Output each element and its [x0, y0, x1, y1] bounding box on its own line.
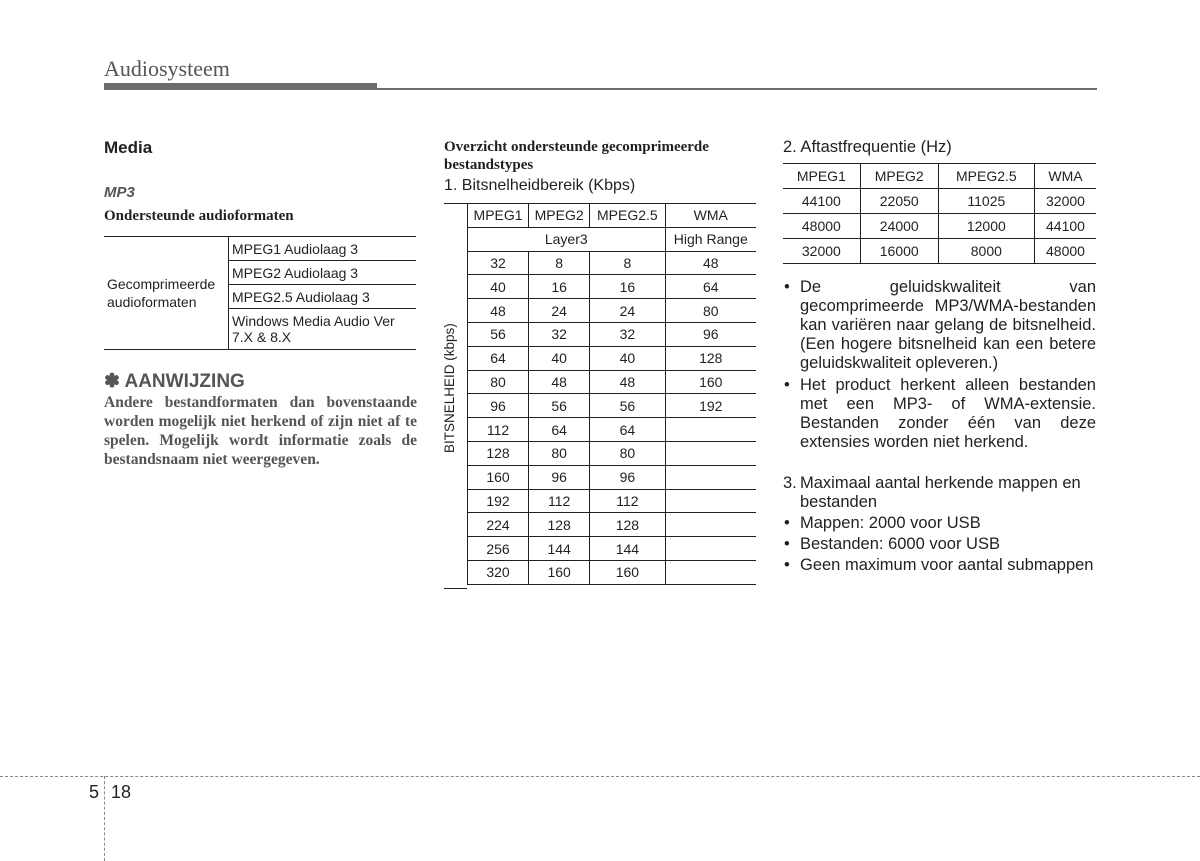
header-rule-thick: [104, 83, 377, 90]
list-item: • Het product herkent alleen bestanden met een MP3- of WMA-extensie. Bestanden zonder één van deze extensies worden niet herkend.: [783, 376, 1096, 452]
bitrate-cell: 320: [468, 560, 529, 584]
formats-table: [104, 236, 416, 350]
bitrate-cell: 96: [665, 322, 756, 346]
bitrate-cell: 16: [529, 275, 590, 299]
bitrate-cell: 48: [468, 299, 529, 323]
column-left: [104, 138, 417, 469]
freq-header: MPEG2.5: [938, 164, 1034, 189]
bitrate-header: WMA: [665, 204, 756, 228]
freq-header: MPEG2: [860, 164, 938, 189]
bitrate-cell: 24: [529, 299, 590, 323]
mp3-subheading: MP3: [104, 184, 135, 201]
bitrate-cell: 64: [665, 275, 756, 299]
freq-cell: 11025: [938, 189, 1034, 214]
freq-cell: 32000: [783, 239, 860, 264]
quality-notes: [783, 278, 1096, 452]
bitrate-cell: 112: [468, 418, 529, 442]
bitrate-cell: 80: [529, 441, 590, 465]
bitrate-cell: 8: [529, 251, 590, 275]
bitrate-cell: 40: [529, 346, 590, 370]
bitrate-cell: 144: [590, 537, 665, 561]
bitrate-header: MPEG1: [468, 204, 529, 228]
freq-title: 2. Aftastfrequentie (Hz): [783, 138, 952, 156]
bitrate-cell: 32: [468, 251, 529, 275]
header-rule-thin: [377, 88, 1097, 90]
bitrate-cell: 40: [590, 346, 665, 370]
bitrate-cell: [665, 537, 756, 561]
list-item: • Bestanden: 6000 voor USB: [783, 535, 1096, 554]
bitrate-cell: 24: [590, 299, 665, 323]
bitrate-cell: 192: [665, 394, 756, 418]
bitrate-cell: 32: [529, 322, 590, 346]
bitrate-cell: [665, 465, 756, 489]
bitrate-cell: 160: [468, 465, 529, 489]
list-item: • Mappen: 2000 voor USB: [783, 514, 1096, 533]
bitrate-body: [468, 251, 757, 584]
table-header-row: [783, 164, 1096, 189]
bitrate-cell: 160: [529, 560, 590, 584]
table-row: [468, 370, 757, 394]
freq-header: WMA: [1034, 164, 1096, 189]
freq-header: MPEG1: [783, 164, 860, 189]
bitrate-cell: 32: [590, 322, 665, 346]
item-number: 3.: [783, 474, 797, 492]
table-row: [104, 237, 416, 261]
bitrate-cell: 64: [590, 418, 665, 442]
bitrate-cell: 160: [590, 560, 665, 584]
bitrate-header: MPEG2.5: [590, 204, 665, 228]
bitrate-table: [467, 203, 756, 585]
list-item: • Geen maximum voor aantal submappen: [783, 556, 1096, 575]
bitrate-cell: 40: [468, 275, 529, 299]
bitrate-cell: 96: [468, 394, 529, 418]
table-row: [783, 239, 1096, 264]
high-range-label: High Range: [665, 227, 756, 251]
bitrate-cell: [665, 418, 756, 442]
table-row: [468, 275, 757, 299]
table-row: [468, 394, 757, 418]
bitrate-cell: 192: [468, 489, 529, 513]
footer-rule: [0, 776, 1200, 777]
note-body: Andere bestandformaten dan bovenstaande worden mogelijk niet herkend of zijn niet af te spelen. Mogelijk wordt informatie zoals de bestandsnaam niet weergegeven.: [104, 394, 417, 468]
column-right: [783, 138, 1096, 575]
formats-cell: MPEG1 Audiolaag 3: [229, 237, 417, 261]
layer3-label: Layer3: [468, 227, 666, 251]
bitrate-cell: 56: [468, 322, 529, 346]
list-item: [783, 474, 1096, 512]
bitrate-cell: [665, 513, 756, 537]
bitrate-cell: 48: [665, 251, 756, 275]
freq-cell: 22050: [860, 189, 938, 214]
freq-cell: 48000: [1034, 239, 1096, 264]
bitrate-cell: 48: [529, 370, 590, 394]
column-middle: [442, 138, 756, 581]
bitrate-header: MPEG2: [529, 204, 590, 228]
bitrate-cell: [665, 489, 756, 513]
bitrate-cell: 80: [590, 441, 665, 465]
bitrate-cell: 80: [468, 370, 529, 394]
formats-left-label: Gecomprimeerde audioformaten: [107, 276, 216, 310]
bitrate-cell: 144: [529, 537, 590, 561]
section-title: Audiosysteem: [104, 56, 230, 81]
bitrate-cell: 160: [665, 370, 756, 394]
freq-body: [783, 189, 1096, 264]
note-title: ✽ AANWIJZING: [104, 371, 245, 392]
freq-cell: 16000: [860, 239, 938, 264]
table-row: [783, 214, 1096, 239]
list-item: • De geluidskwaliteit van gecomprimeerde MP3/WMA-bestanden kan variëren naar gelang de bitsnelheid. (Een hogere bitsnelheid kan een betere geluidskwaliteit opleveren.): [783, 278, 1096, 373]
freq-table: [783, 163, 1096, 264]
table-header-row: [468, 204, 757, 228]
table-row: [468, 465, 757, 489]
page-number: 18: [111, 782, 132, 802]
freq-cell: 12000: [938, 214, 1034, 239]
table-row: [468, 441, 757, 465]
bitrate-cell: 16: [590, 275, 665, 299]
bitrate-cell: 112: [590, 489, 665, 513]
freq-cell: 8000: [938, 239, 1034, 264]
freq-cell: 24000: [860, 214, 938, 239]
bitrate-cell: 56: [529, 394, 590, 418]
bitrate-cell: 64: [529, 418, 590, 442]
bitrate-cell: 96: [590, 465, 665, 489]
chapter-number: 5: [89, 782, 100, 802]
bitrate-cell: 64: [468, 346, 529, 370]
bitrate-cell: 56: [590, 394, 665, 418]
bitrate-cell: 80: [665, 299, 756, 323]
formats-cell: MPEG2.5 Audiolaag 3: [229, 285, 417, 309]
bitrate-vertical-label: BITSNELHEID (kbps): [442, 323, 457, 453]
table-row: [468, 513, 757, 537]
table-row: [468, 560, 757, 584]
bitrate-cell: 128: [468, 441, 529, 465]
formats-title: Ondersteunde audioformaten: [104, 208, 294, 224]
bitrate-cell: 8: [590, 251, 665, 275]
table-row: [468, 322, 757, 346]
bitrate-cell: 128: [590, 513, 665, 537]
bitrate-cell: [665, 441, 756, 465]
bitrate-cell: 256: [468, 537, 529, 561]
freq-cell: 48000: [783, 214, 860, 239]
bitrate-cell: 128: [665, 346, 756, 370]
bitrate-cell: 128: [529, 513, 590, 537]
table-row: [468, 251, 757, 275]
table-row: [468, 346, 757, 370]
footer-divider: [104, 776, 105, 861]
table-row: [468, 489, 757, 513]
freq-cell: 44100: [1034, 214, 1096, 239]
limits-section: [783, 474, 1096, 575]
bitrate-cell: 96: [529, 465, 590, 489]
formats-cell: MPEG2 Audiolaag 3: [229, 261, 417, 285]
table-row: [783, 189, 1096, 214]
media-heading: Media: [104, 138, 153, 157]
bitrate-cell: 48: [590, 370, 665, 394]
bitrate-subtitle: 1. Bitsnelheidbereik (Kbps): [444, 177, 636, 194]
freq-cell: 44100: [783, 189, 860, 214]
freq-cell: 32000: [1034, 189, 1096, 214]
table-subheader-row: [468, 227, 757, 251]
item-text: Maximaal aantal herkende mappen en bestanden: [800, 474, 1081, 511]
bitrate-cell: 224: [468, 513, 529, 537]
table-row: [468, 299, 757, 323]
table-row: [468, 537, 757, 561]
bitrate-cell: 112: [529, 489, 590, 513]
table-row: [468, 418, 757, 442]
formats-cell: Windows Media Audio Ver 7.X & 8.X: [229, 309, 417, 350]
overview-title: Overzicht ondersteunde gecomprimeerde bestandstypes: [444, 139, 709, 173]
bitrate-cell: [665, 560, 756, 584]
